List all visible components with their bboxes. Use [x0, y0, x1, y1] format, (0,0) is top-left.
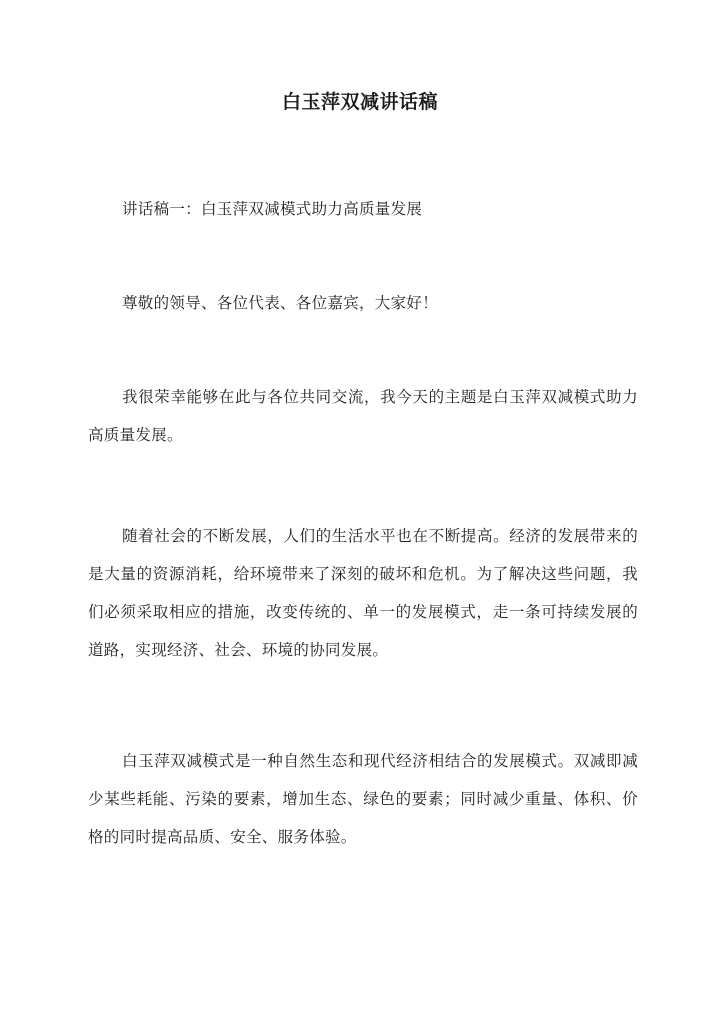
paragraph-greeting: 尊敬的领导、各位代表、各位嘉宾，大家好！	[122, 294, 439, 312]
paragraph-subtitle: 讲话稿一：白玉萍双减模式助力高质量发展	[122, 200, 423, 218]
paragraph-background: 随着社会的不断发展，人们的生活水平也在不断提高。经济的发展带来的是大量的资源消耗，给环境带来了深刻的破坏和危机。为了解决这些问题，我们必须采取相应的措施，改变传统的、单一的发展模式，走一条可持续发展的道路，实现经济、社会、环境的协同发展。	[88, 527, 638, 659]
paragraph-intro: 我很荣幸能够在此与各位共同交流，我今天的主题是白玉萍双减模式助力高质量发展。	[88, 388, 638, 444]
paragraph-model-description: 白玉萍双减模式是一种自然生态和现代经济相结合的发展模式。双减即减少某些耗能、污染的要素，增加生态、绿色的要素；同时减少重量、体积、价格的同时提高品质、安全、服务体验。	[88, 752, 638, 846]
document-title: 白玉萍双减讲话稿	[281, 91, 438, 113]
